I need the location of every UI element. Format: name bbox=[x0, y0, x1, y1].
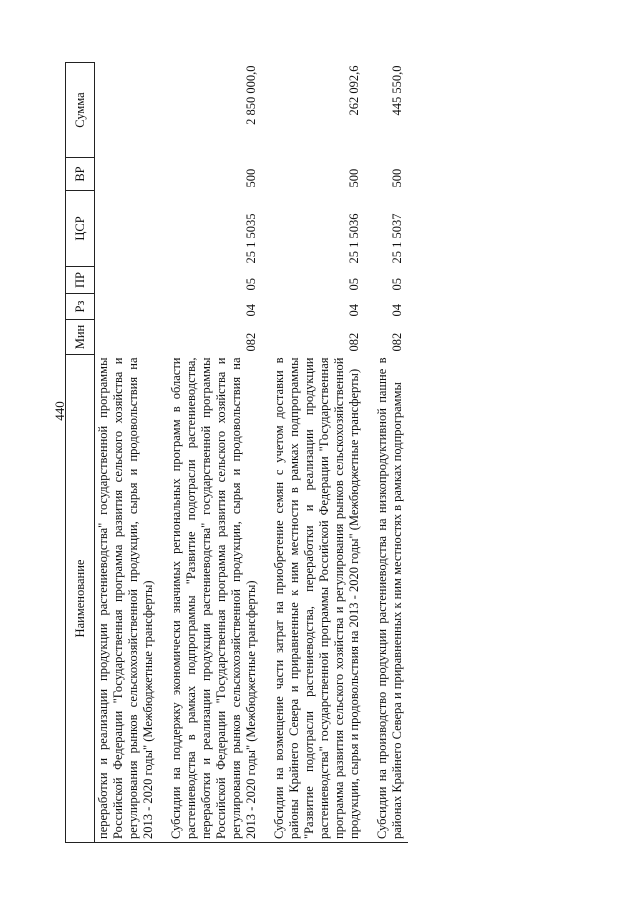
budget-table bbox=[65, 62, 408, 843]
page-number: 440 bbox=[52, 401, 67, 421]
col-header-sum: Сумма bbox=[66, 63, 95, 158]
row-csr: 25 1 5036 bbox=[347, 213, 361, 264]
row-name: переработки и реализации продукции растениеводства" государственной программы Российской Федерации "Государственная программа развития сельского хозяйства и регулирования рынков сельскохозяйственной продукции, сырья и продовольствия на 2013 - 2020 годы" (Межбюджетные трансферты) bbox=[95, 355, 160, 843]
row-name: Субсидии на поддержку экономически значимых региональных программ в области растениеводства в рамках подпрограммы "Развитие подотрасли растениеводства, переработки и реализации продукции растениеводства" государственной программы Российской Федерации "Государственная программа развития сельского хозяйства и регулирования рынков сельскохозяйственной продукции, сырья и продовольствия на 2013 - 2020 годы" (Межбюджетные трансферты) bbox=[167, 355, 262, 843]
row-sum bbox=[95, 63, 160, 158]
row-vr: 500 bbox=[347, 168, 361, 188]
row-vr: 500 bbox=[244, 168, 258, 188]
table-row bbox=[270, 63, 365, 843]
table-row bbox=[167, 63, 262, 843]
row-csr: 25 1 5035 bbox=[244, 213, 258, 264]
col-header-name: Наименование bbox=[66, 355, 95, 843]
col-header-csr: ЦСР bbox=[66, 191, 95, 267]
row-rz bbox=[95, 294, 160, 320]
row-rz: 04 bbox=[390, 304, 404, 317]
row-pr: 05 bbox=[244, 278, 258, 291]
row-pr: 05 bbox=[347, 278, 361, 291]
row-rz: 04 bbox=[347, 304, 361, 317]
col-header-pr: ПР bbox=[66, 267, 95, 294]
row-rz: 04 bbox=[244, 304, 258, 317]
col-header-vr: ВР bbox=[66, 158, 95, 191]
row-min bbox=[95, 320, 160, 355]
table-row bbox=[373, 63, 408, 843]
row-sum: 262 092,6 bbox=[347, 65, 361, 116]
row-name: Субсидии на возмещение части затрат на приобретение семян с учетом доставки в районы Крайнего Севера и приравненные к ним местности в рамках подпрограммы "Развитие подотрасли растениеводства, переработки и реализации продукции растениеводства" государственной программы Российской Федерации "Государственная программа развития сельского хозяйства и регулирования рынков сельскохозяйственной продукции, сырья и продовольствия на 2013 - 2020 годы" (Межбюджетные трансферты) bbox=[270, 355, 365, 843]
row-sum: 2 850 000,0 bbox=[244, 65, 258, 125]
row-min: 082 bbox=[390, 332, 404, 352]
row-vr bbox=[95, 158, 160, 191]
col-header-rz: Рз bbox=[66, 294, 95, 320]
row-pr bbox=[95, 267, 160, 294]
row-pr: 05 bbox=[390, 278, 404, 291]
row-name: Субсидии на производство продукции растениеводства на низкопродуктивной пашне в районах Крайнего Севера и приравненных к ним местностях в рамках подпрограммы bbox=[373, 355, 408, 843]
row-csr bbox=[95, 191, 160, 267]
row-vr: 500 bbox=[390, 168, 404, 188]
row-csr: 25 1 5037 bbox=[390, 213, 404, 264]
row-min: 082 bbox=[244, 332, 258, 352]
col-header-min: Мин bbox=[66, 320, 95, 355]
rotated-page-content bbox=[65, 63, 625, 843]
row-min: 082 bbox=[347, 332, 361, 352]
table-row bbox=[95, 63, 160, 843]
table-header bbox=[66, 63, 95, 843]
row-sum: 445 550,0 bbox=[390, 65, 404, 116]
